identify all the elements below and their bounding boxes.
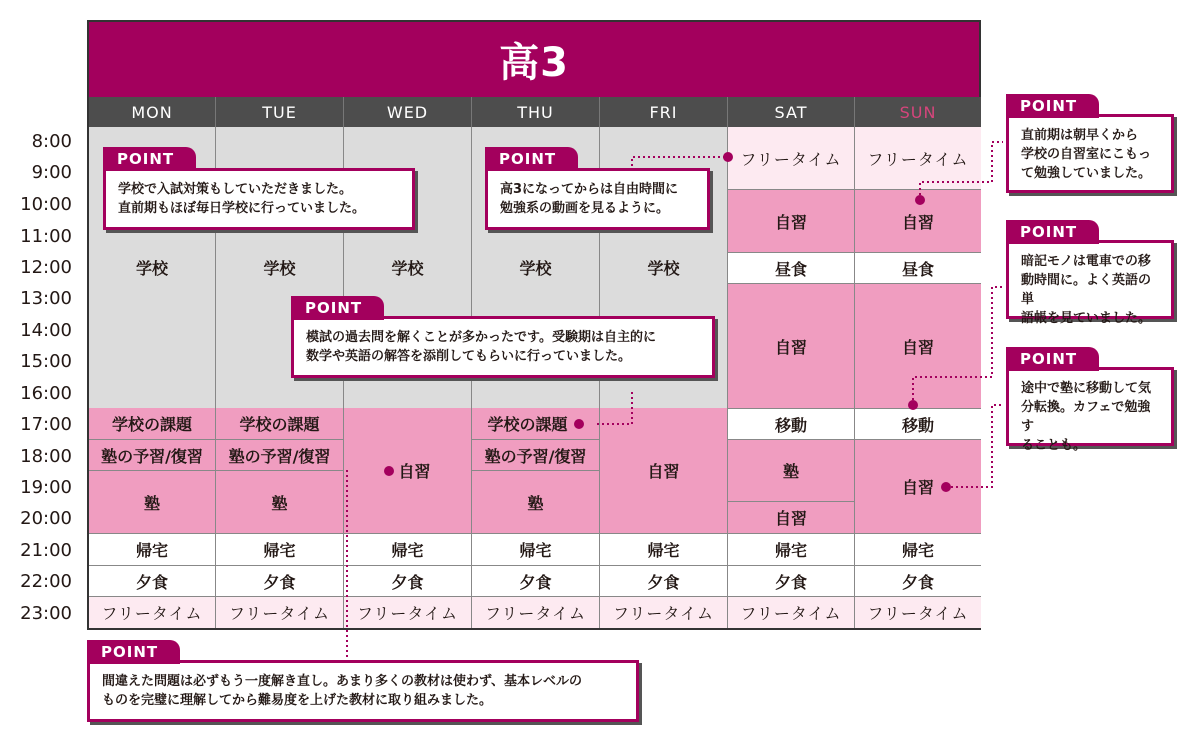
block-home-thu: 帰宅 <box>472 534 600 566</box>
time-label: 12:00 <box>20 257 72 278</box>
block-homework-mon: 学校の課題 <box>89 408 216 440</box>
block-home-wed: 帰宅 <box>344 534 472 566</box>
block-dinner-fri: 夕食 <box>600 566 728 597</box>
block-home-sat: 帰宅 <box>728 534 855 566</box>
block-study-sat-pm: 自習 <box>728 284 855 409</box>
block-homework-thu <box>472 408 600 440</box>
time-label: 22:00 <box>20 571 72 592</box>
block-move-sat: 移動 <box>728 409 855 440</box>
time-label: 9:00 <box>31 162 72 183</box>
block-study-sun-eve: 自習 <box>855 440 981 534</box>
block-free-sun-night: フリータイム <box>855 597 981 628</box>
block-dinner-thu: 夕食 <box>472 566 600 597</box>
block-free-tue: フリータイム <box>216 597 344 628</box>
block-juku-tue: 塾 <box>216 471 344 534</box>
block-lunch-sun: 昼食 <box>855 253 981 284</box>
block-free-sat: フリータイム <box>728 127 855 190</box>
point-box-right3 <box>1006 367 1174 453</box>
block-free-thu: フリータイム <box>472 597 600 628</box>
time-label: 21:00 <box>20 540 72 561</box>
block-prep-thu: 塾の予習/復習 <box>472 440 600 471</box>
block-study-sun-pm: 自習 <box>855 284 981 409</box>
point-text-line: 勉強系の動画を見るように。 <box>500 201 670 216</box>
block-school-thu: 学校 <box>472 127 600 408</box>
block-homework-thu-label: 学校の課題 <box>487 415 568 434</box>
point-text-line: 間違えた問題は必ずもう一度解き直し。あまり多くの教材は使わず、基本レベルの <box>102 674 582 689</box>
time-label: 17:00 <box>20 414 72 435</box>
day-header-mon: MON <box>89 97 216 127</box>
point-box-center <box>291 316 715 378</box>
block-juku-thu: 塾 <box>472 471 600 534</box>
block-study-fri: 自習 <box>600 408 728 534</box>
point-label: POINT <box>103 147 196 171</box>
block-study-sat-am: 自習 <box>728 190 855 253</box>
point-box-mon <box>103 168 415 230</box>
day-header-fri: FRI <box>600 97 728 127</box>
point-box-thu <box>485 168 710 230</box>
day-header-thu: THU <box>472 97 600 127</box>
block-move-sun: 移動 <box>855 409 981 440</box>
point-text-line: 高3になってからは自由時間に <box>500 182 679 197</box>
day-header-sat: SAT <box>728 97 855 127</box>
bullet-dot-icon <box>574 419 584 429</box>
block-dinner-sat: 夕食 <box>728 566 855 597</box>
point-text-line: て勉強していました。 <box>1021 166 1152 181</box>
time-label: 11:00 <box>20 226 72 247</box>
block-dinner-mon: 夕食 <box>89 566 216 597</box>
point-label: POINT <box>291 296 384 320</box>
time-label: 13:00 <box>20 288 72 309</box>
time-label: 16:00 <box>20 383 72 404</box>
time-label: 14:00 <box>20 320 72 341</box>
point-label: POINT <box>485 147 578 171</box>
block-homework-tue: 学校の課題 <box>216 408 344 440</box>
block-home-mon: 帰宅 <box>89 534 216 566</box>
day-header-sun: SUN <box>855 97 981 127</box>
block-lunch-sat: 昼食 <box>728 253 855 284</box>
point-text-line: ものを完璧に理解してから難易度を上げた教材に取り組みました。 <box>102 693 493 708</box>
point-text-line: 学校で入試対策もしていただきました。 <box>118 182 353 197</box>
point-text-line: 語帳を見ていました。 <box>1021 311 1152 326</box>
point-text-line: 暗記モノは電車での移 <box>1021 254 1151 269</box>
time-label: 10:00 <box>20 194 72 215</box>
block-juku-sat: 塾 <box>728 440 855 502</box>
time-label: 18:00 <box>20 446 72 467</box>
point-label: POINT <box>1006 220 1099 244</box>
block-study-wed <box>344 408 472 534</box>
point-label: POINT <box>1006 347 1099 371</box>
schedule-title-bar <box>87 20 981 97</box>
point-text-line: 模試の過去問を解くことが多かったです。受験期は自主的に <box>306 330 656 345</box>
block-free-sun: フリータイム <box>855 127 981 190</box>
block-home-tue: 帰宅 <box>216 534 344 566</box>
block-free-sat-night: フリータイム <box>728 597 855 628</box>
point-label: POINT <box>1006 94 1099 118</box>
point-text-line: 途中で塾に移動して気 <box>1021 381 1152 396</box>
block-study-sun-am: 自習 <box>855 190 981 253</box>
block-dinner-wed: 夕食 <box>344 566 472 597</box>
point-box-right2 <box>1006 240 1174 326</box>
block-study-sat-eve: 自習 <box>728 502 855 534</box>
day-header-tue: TUE <box>216 97 344 127</box>
point-text-line: 直前期もほぼ毎日学校に行っていました。 <box>118 201 366 216</box>
block-school-wed: 学校 <box>344 127 472 408</box>
block-prep-tue: 塾の予習/復習 <box>216 440 344 471</box>
point-text-line: 学校の自習室にこもっ <box>1021 147 1152 162</box>
day-header-wed: WED <box>344 97 472 127</box>
time-label: 20:00 <box>20 508 72 529</box>
block-dinner-sun: 夕食 <box>855 566 981 597</box>
point-box-right1 <box>1006 114 1174 193</box>
time-label: 8:00 <box>31 131 72 152</box>
time-label: 23:00 <box>20 603 72 624</box>
block-free-fri: フリータイム <box>600 597 728 628</box>
point-text-line: 分転換。カフェで勉強す <box>1021 400 1151 434</box>
block-school-fri: 学校 <box>600 127 728 408</box>
block-free-mon: フリータイム <box>89 597 216 628</box>
point-text-line: 数学や英語の解答を添削してもらいに行っていました。 <box>306 349 632 364</box>
block-juku-mon: 塾 <box>89 471 216 534</box>
block-school-tue: 学校 <box>216 127 344 408</box>
point-box-bottom <box>87 660 639 722</box>
block-school-mon: 学校 <box>89 127 216 408</box>
schedule-title: 高3 <box>499 40 569 86</box>
block-home-sun: 帰宅 <box>855 534 981 566</box>
block-free-wed: フリータイム <box>344 597 472 628</box>
block-study-wed-label: 自習 <box>398 462 431 481</box>
bullet-dot-icon <box>384 466 394 476</box>
point-text-line: 直前期は朝早くから <box>1021 128 1139 143</box>
point-text-line: ることも。 <box>1021 438 1087 453</box>
block-prep-mon: 塾の予習/復習 <box>89 440 216 471</box>
time-label: 19:00 <box>20 477 72 498</box>
point-text-line: 動時間に。よく英語の単 <box>1021 273 1152 307</box>
point-label: POINT <box>87 640 180 664</box>
block-dinner-tue: 夕食 <box>216 566 344 597</box>
block-home-fri: 帰宅 <box>600 534 728 566</box>
time-label: 15:00 <box>20 351 72 372</box>
